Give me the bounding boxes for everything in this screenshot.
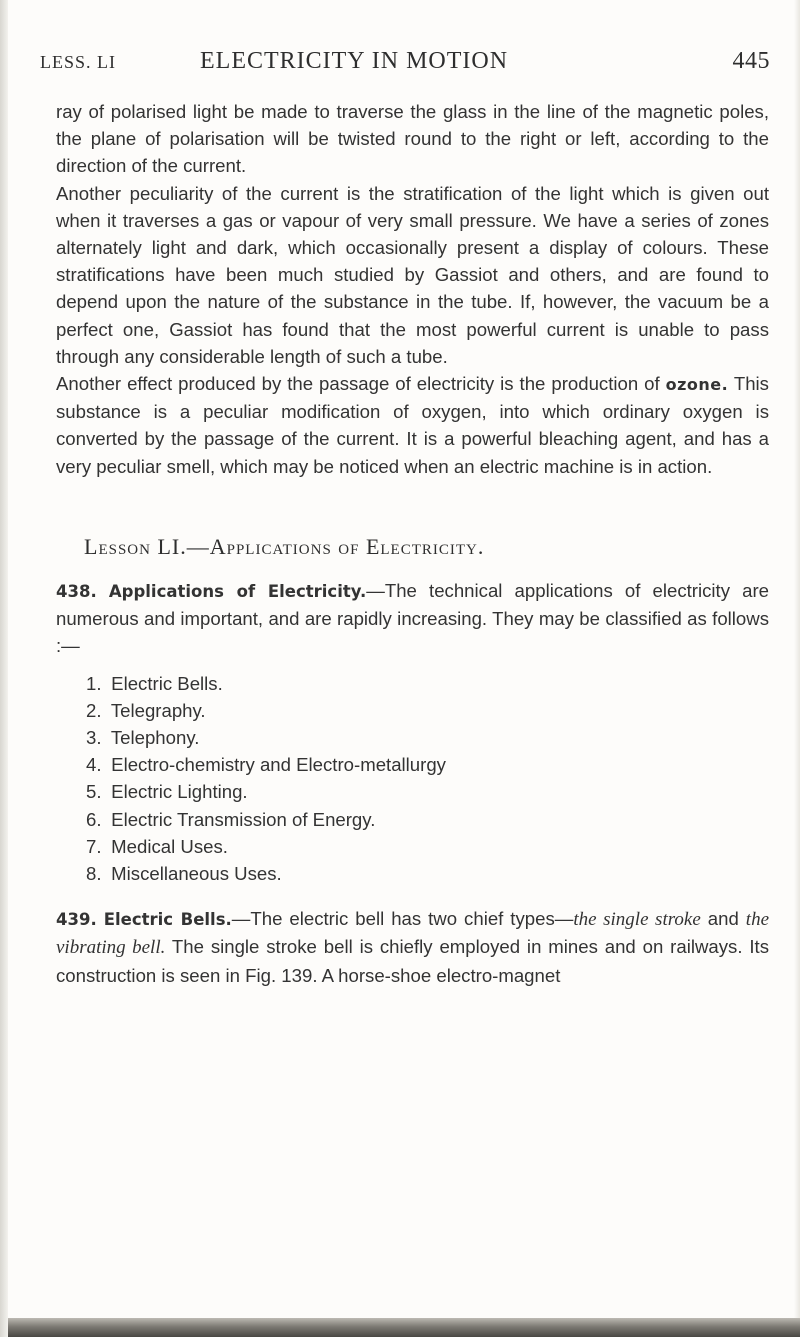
- paragraph-ozone: [56, 370, 769, 480]
- list-item-number: 1.: [86, 672, 102, 694]
- section-439-italic-single-stroke: the single stroke: [573, 909, 701, 931]
- section-439-text-b: and: [707, 908, 739, 930]
- ozone-term: ozone.: [665, 375, 729, 395]
- list-item: [86, 833, 769, 860]
- list-item-label: Medical Uses.: [111, 835, 228, 857]
- list-item: [86, 860, 769, 887]
- lesson-heading: Lesson LI.—Applications of Electricity.: [84, 533, 485, 559]
- running-head: [40, 48, 770, 78]
- page-spine-shadow: [0, 0, 8, 1337]
- list-item-number: 3.: [86, 727, 102, 749]
- ozone-text-before: Another effect produced by the passage of electricity is the production of: [56, 373, 660, 395]
- body-text: [56, 98, 769, 989]
- list-item: [86, 778, 769, 805]
- ozone-text-after: This substance is a peculiar modification of oxygen, into which ordinary oxygen is converted by the passage of the current. It is a powerful bleaching agent, and has a very peculiar smell, which may be noticed when an electric machine is in action.: [56, 373, 769, 477]
- list-item: [86, 724, 769, 751]
- section-438-number: 438.: [56, 582, 97, 602]
- list-item-number: 7.: [86, 835, 102, 857]
- section-438-text: —The technical applications of electricity are numerous and important, and are rapidly increasing. They may be classified as follows :—: [56, 580, 769, 657]
- list-item-label: Electric Lighting.: [111, 781, 248, 803]
- list-item-label: Electric Bells.: [111, 672, 223, 694]
- section-438-title: Applications of Electricity.: [108, 582, 367, 602]
- list-item-number: 2.: [86, 699, 102, 721]
- running-head-lesson: LESS. LI: [40, 52, 117, 72]
- page-bottom-shadow: [8, 1318, 800, 1337]
- section-439-text-c: The single stroke bell is chiefly employed in mines and on railways. Its construction is seen in Fig. 139. A horse-shoe electro-magnet: [56, 936, 769, 986]
- page-number: 445: [732, 48, 770, 74]
- list-item: [86, 697, 769, 724]
- list-item: [86, 751, 769, 778]
- list-item-label: Telegraphy.: [110, 699, 206, 721]
- page-edge-shadow: [794, 0, 800, 1337]
- list-item-number: 8.: [86, 863, 102, 885]
- applications-list: [86, 670, 769, 888]
- list-item: [86, 670, 769, 697]
- paragraph-stratification: Another peculiarity of the current is the stratification of the light which is given out when it traverses a gas or vapour of very small pressure. We have a series of zones alternately light and dark, which occasionally present a display of colours. These stratifications have been much studied by Gassiot and others, and are found to depend upon the nature of the substance in the tube. If, however, the vacuum be a perfect one, Gassiot has found that the most powerful current is unable to pass through any considerable length of such a tube.: [56, 182, 769, 367]
- list-item-label: Electro-chemistry and Electro-metallurgy: [111, 754, 446, 776]
- section-439-text-a: —The electric bell has two chief types—: [231, 908, 574, 930]
- paragraph-polarised-light: ray of polarised light be made to traverse the glass in the line of the magnetic poles, the plane of polarisation will be twisted round to the right or left, according to the direction of the current.: [56, 101, 769, 177]
- list-item-number: 5.: [86, 781, 102, 803]
- section-439: [56, 905, 769, 989]
- list-item-number: 6.: [86, 808, 102, 830]
- running-head-title: ELECTRICITY IN MOTION: [200, 48, 509, 74]
- section-439-number: 439.: [56, 910, 97, 930]
- list-item-number: 4.: [86, 754, 102, 776]
- section-439-title: Electric Bells.: [103, 910, 232, 930]
- list-item-label: Electric Transmission of Energy.: [111, 808, 376, 830]
- section-438: [56, 577, 769, 660]
- section-439-italic-vibrating: the vibrating bell.: [56, 909, 770, 959]
- list-item-label: Miscellaneous Uses.: [111, 863, 282, 885]
- list-item-label: Telephony.: [110, 727, 200, 749]
- list-item: [86, 806, 769, 833]
